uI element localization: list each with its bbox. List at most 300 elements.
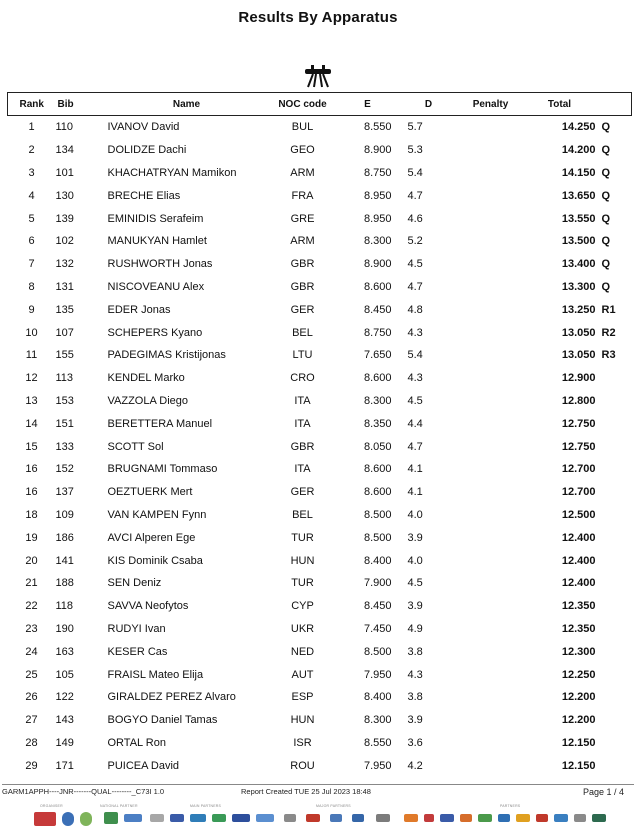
table-row <box>8 344 632 367</box>
penalty-cell <box>460 253 522 276</box>
total-score: 12.800 <box>561 394 596 407</box>
total-score: 12.500 <box>561 508 596 521</box>
d-score: 3.9 <box>407 600 423 613</box>
bib-cell: 152 <box>55 463 74 476</box>
bib-cell: 131 <box>55 280 74 293</box>
sponsor-logo <box>80 812 92 826</box>
e-score: 8.450 <box>363 600 392 613</box>
table-row <box>8 412 632 435</box>
d-score: 4.3 <box>407 668 423 681</box>
e-score: 7.950 <box>363 759 392 772</box>
qualification-mark <box>598 549 632 572</box>
e-score: 8.950 <box>363 212 392 225</box>
noc-code: TUR <box>291 577 314 590</box>
d-score: 4.4 <box>407 417 423 430</box>
e-score: 8.900 <box>363 258 392 271</box>
qualification-mark: Q <box>601 121 611 134</box>
header-total: Total <box>522 93 598 116</box>
rank-cell: 14 <box>25 417 38 430</box>
bib-cell: 113 <box>55 372 74 385</box>
bib-cell: 107 <box>55 326 74 339</box>
penalty-cell <box>460 207 522 230</box>
athlete-name: KENDEL Marko <box>107 372 185 385</box>
rank-cell: 4 <box>28 189 35 202</box>
sponsor-logo <box>284 814 296 822</box>
table-row <box>8 298 632 321</box>
rank-cell: 16 <box>25 463 38 476</box>
e-score: 7.650 <box>363 349 392 362</box>
table-row <box>8 526 632 549</box>
sponsor-logo <box>536 814 548 822</box>
total-score: 13.650 <box>561 189 596 202</box>
report-created: Report Created TUE 25 Jul 2023 18:48 <box>241 787 371 796</box>
qualification-mark: Q <box>601 280 611 293</box>
total-score: 13.050 <box>561 326 596 339</box>
table-row <box>8 481 632 504</box>
rank-cell: 21 <box>25 577 38 590</box>
rank-cell: 12 <box>25 372 38 385</box>
header-noc: NOC code <box>268 93 338 116</box>
rank-cell: 27 <box>25 714 38 727</box>
sponsor-logo <box>352 814 364 822</box>
athlete-name: KIS Dominik Csaba <box>107 554 203 567</box>
noc-code: GRE <box>290 212 315 225</box>
noc-code: ISR <box>293 736 312 749</box>
qualification-mark: R1 <box>601 303 616 316</box>
noc-code: UKR <box>290 622 315 635</box>
rank-cell: 6 <box>28 235 35 248</box>
header-qualification <box>598 93 632 116</box>
sponsor-logo <box>150 814 164 822</box>
table-row <box>8 321 632 344</box>
table-row <box>8 732 632 755</box>
noc-code: GBR <box>290 440 315 453</box>
qualification-mark <box>598 481 632 504</box>
athlete-name: SCHEPERS Kyano <box>107 326 203 339</box>
header-bib: Bib <box>56 93 106 116</box>
qualification-mark <box>598 640 632 663</box>
d-score: 3.6 <box>407 736 423 749</box>
table-row <box>8 367 632 390</box>
bib-cell: 118 <box>55 600 74 613</box>
noc-code: FRA <box>291 189 314 202</box>
sponsor-logo <box>574 814 586 822</box>
header-penalty: Penalty <box>460 93 522 116</box>
e-score: 8.600 <box>363 463 392 476</box>
qualification-mark <box>598 435 632 458</box>
sponsor-logo <box>404 814 418 822</box>
bib-cell: 137 <box>55 486 74 499</box>
penalty-cell <box>460 162 522 185</box>
e-score: 8.400 <box>363 554 392 567</box>
total-score: 13.250 <box>561 303 596 316</box>
sponsor-group-label: NATIONAL PARTNER <box>100 804 138 808</box>
qualification-mark: Q <box>601 189 611 202</box>
table-header-row <box>8 93 632 116</box>
qualification-mark <box>598 709 632 732</box>
table-row <box>8 184 632 207</box>
penalty-cell <box>460 321 522 344</box>
e-score: 7.950 <box>363 668 392 681</box>
qualification-mark: R3 <box>601 349 616 362</box>
penalty-cell <box>460 390 522 413</box>
bib-cell: 133 <box>55 440 74 453</box>
table-row <box>8 162 632 185</box>
total-score: 12.700 <box>561 486 596 499</box>
table-row <box>8 253 632 276</box>
qualification-mark <box>598 618 632 641</box>
penalty-cell <box>460 732 522 755</box>
d-score: 4.0 <box>407 554 423 567</box>
table-row <box>8 572 632 595</box>
rank-cell: 26 <box>25 691 38 704</box>
qualification-mark <box>598 390 632 413</box>
qualification-mark <box>598 367 632 390</box>
rank-cell: 7 <box>28 258 35 271</box>
d-score: 4.3 <box>407 326 423 339</box>
sponsor-logo <box>232 814 250 822</box>
rank-cell: 16 <box>25 486 38 499</box>
athlete-name: KESER Cas <box>107 645 168 658</box>
noc-code: BUL <box>291 121 314 134</box>
sponsor-logo <box>424 814 434 822</box>
rank-cell: 22 <box>25 600 38 613</box>
total-score: 12.400 <box>561 531 596 544</box>
total-score: 12.750 <box>561 440 596 453</box>
penalty-cell <box>460 709 522 732</box>
e-score: 8.500 <box>363 531 392 544</box>
table-row <box>8 139 632 162</box>
rank-cell: 20 <box>25 554 38 567</box>
rank-cell: 28 <box>25 736 38 749</box>
bib-cell: 122 <box>55 691 74 704</box>
noc-code: GEO <box>290 144 315 157</box>
d-score: 4.8 <box>407 303 423 316</box>
noc-code: HUN <box>290 554 315 567</box>
bib-cell: 135 <box>55 303 74 316</box>
total-score: 13.500 <box>561 235 596 248</box>
d-score: 5.7 <box>407 121 423 134</box>
penalty-cell <box>460 298 522 321</box>
qualification-mark <box>598 572 632 595</box>
athlete-name: MANUKYAN Hamlet <box>107 235 207 248</box>
athlete-name: OEZTUERK Mert <box>107 486 193 499</box>
footer-divider <box>2 784 634 785</box>
sponsor-logo <box>498 814 510 822</box>
total-score: 12.200 <box>561 691 596 704</box>
d-score: 4.7 <box>407 280 423 293</box>
table-row <box>8 435 632 458</box>
penalty-cell <box>460 686 522 709</box>
noc-code: GER <box>290 303 315 316</box>
athlete-name: FRAISL Mateo Elija <box>107 668 204 681</box>
qualification-mark <box>598 754 632 777</box>
qualification-mark: Q <box>601 144 611 157</box>
penalty-cell <box>460 344 522 367</box>
noc-code: GBR <box>290 258 315 271</box>
noc-code: AUT <box>291 668 314 681</box>
bib-cell: 188 <box>55 577 74 590</box>
rank-cell: 2 <box>28 144 35 157</box>
table-row <box>8 709 632 732</box>
d-score: 4.7 <box>407 189 423 202</box>
athlete-name: ORTAL Ron <box>107 736 166 749</box>
penalty-cell <box>460 640 522 663</box>
noc-code: BEL <box>292 326 313 339</box>
rank-cell: 19 <box>25 531 38 544</box>
rank-cell: 13 <box>25 394 38 407</box>
bib-cell: 101 <box>55 166 74 179</box>
athlete-name: BERETTERA Manuel <box>107 417 213 430</box>
table-row <box>8 504 632 527</box>
total-score: 12.250 <box>561 668 596 681</box>
d-score: 4.5 <box>407 258 423 271</box>
header-e: E <box>338 93 398 116</box>
table-row <box>8 640 632 663</box>
e-score: 8.450 <box>363 303 392 316</box>
bib-cell: 163 <box>55 645 74 658</box>
qualification-mark <box>598 504 632 527</box>
sponsor-group-label: ORGANISER <box>40 804 63 808</box>
athlete-name: EDER Jonas <box>107 303 171 316</box>
rank-cell: 24 <box>25 645 38 658</box>
noc-code: GBR <box>290 280 315 293</box>
e-score: 8.550 <box>363 736 392 749</box>
noc-code: LTU <box>292 349 313 362</box>
rank-cell: 8 <box>28 280 35 293</box>
bib-cell: 153 <box>55 394 74 407</box>
e-score: 8.500 <box>363 508 392 521</box>
sponsor-logo <box>440 814 454 822</box>
bib-cell: 109 <box>55 508 74 521</box>
bib-cell: 102 <box>55 235 74 248</box>
athlete-name: PADEGIMAS Kristijonas <box>107 349 226 362</box>
total-score: 12.300 <box>561 645 596 658</box>
penalty-cell <box>460 754 522 777</box>
penalty-cell <box>460 572 522 595</box>
sponsor-logos <box>0 802 636 832</box>
d-score: 4.6 <box>407 212 423 225</box>
e-score: 8.600 <box>363 372 392 385</box>
rank-cell: 3 <box>28 166 35 179</box>
footer <box>0 786 636 800</box>
sponsor-logo <box>256 814 274 822</box>
total-score: 12.900 <box>561 372 596 385</box>
athlete-name: SAVVA Neofytos <box>107 600 189 613</box>
table-row <box>8 390 632 413</box>
d-score: 4.1 <box>407 486 423 499</box>
penalty-cell <box>460 412 522 435</box>
penalty-cell <box>460 139 522 162</box>
e-score: 7.450 <box>363 622 392 635</box>
athlete-name: SCOTT Sol <box>107 440 164 453</box>
sponsor-logo <box>516 814 530 822</box>
penalty-cell <box>460 184 522 207</box>
table-row <box>8 116 632 139</box>
d-score: 3.9 <box>407 531 423 544</box>
bib-cell: 110 <box>55 121 74 134</box>
bib-cell: 132 <box>55 258 74 271</box>
athlete-name: VAZZOLA Diego <box>107 394 188 407</box>
bib-cell: 149 <box>55 736 74 749</box>
noc-code: CYP <box>291 600 314 613</box>
e-score: 8.750 <box>363 166 392 179</box>
sponsor-group-label: MAIN PARTNERS <box>190 804 222 808</box>
total-score: 12.350 <box>561 600 596 613</box>
total-score: 13.050 <box>561 349 596 362</box>
qualification-mark <box>598 732 632 755</box>
sponsor-logo <box>592 814 606 822</box>
penalty-cell <box>460 663 522 686</box>
d-score: 5.3 <box>407 144 423 157</box>
d-score: 3.8 <box>407 645 423 658</box>
e-score: 8.750 <box>363 326 392 339</box>
noc-code: ROU <box>290 759 315 772</box>
sponsor-group-label: MAJOR PARTNERS <box>316 804 351 808</box>
bib-cell: 143 <box>55 714 74 727</box>
noc-code: TUR <box>291 531 314 544</box>
rank-cell: 11 <box>25 349 38 362</box>
bib-cell: 155 <box>55 349 74 362</box>
bib-cell: 171 <box>55 759 74 772</box>
bib-cell: 151 <box>55 417 74 430</box>
qualification-mark: Q <box>601 235 611 248</box>
header-name: Name <box>106 93 268 116</box>
header-rank: Rank <box>8 93 56 116</box>
results-table <box>7 92 631 777</box>
qualification-mark <box>598 595 632 618</box>
e-score: 8.350 <box>363 417 392 430</box>
e-score: 8.400 <box>363 691 392 704</box>
total-score: 13.400 <box>561 258 596 271</box>
noc-code: BEL <box>292 508 313 521</box>
table-row <box>8 207 632 230</box>
penalty-cell <box>460 458 522 481</box>
bib-cell: 130 <box>55 189 74 202</box>
sponsor-logo <box>554 814 568 822</box>
total-score: 12.700 <box>561 463 596 476</box>
sponsor-logo <box>330 814 342 822</box>
d-score: 5.2 <box>407 235 423 248</box>
rank-cell: 9 <box>28 303 35 316</box>
qualification-mark <box>598 412 632 435</box>
rank-cell: 5 <box>28 212 35 225</box>
noc-code: ARM <box>290 166 315 179</box>
sponsor-logo <box>104 812 118 824</box>
sponsor-logo <box>306 814 320 822</box>
table-row <box>8 754 632 777</box>
penalty-cell <box>460 504 522 527</box>
e-score: 8.300 <box>363 714 392 727</box>
athlete-name: NISCOVEANU Alex <box>107 280 205 293</box>
d-score: 4.1 <box>407 463 423 476</box>
total-score: 14.250 <box>561 121 596 134</box>
qualification-mark: R2 <box>601 326 616 339</box>
bib-cell: 141 <box>55 554 74 567</box>
total-score: 12.350 <box>561 622 596 635</box>
athlete-name: BOGYO Daniel Tamas <box>107 714 218 727</box>
penalty-cell <box>460 618 522 641</box>
table-row <box>8 458 632 481</box>
noc-code: ITA <box>294 463 311 476</box>
bib-cell: 139 <box>55 212 74 225</box>
rank-cell: 29 <box>25 759 38 772</box>
table-row <box>8 686 632 709</box>
table-row <box>8 618 632 641</box>
e-score: 8.600 <box>363 280 392 293</box>
total-score: 12.400 <box>561 577 596 590</box>
total-score: 14.150 <box>561 166 596 179</box>
penalty-cell <box>460 481 522 504</box>
athlete-name: RUDYI Ivan <box>107 622 166 635</box>
e-score: 8.050 <box>363 440 392 453</box>
penalty-cell <box>460 526 522 549</box>
total-score: 13.300 <box>561 280 596 293</box>
rank-cell: 15 <box>25 440 38 453</box>
table-row <box>8 595 632 618</box>
sponsor-logo <box>124 814 142 822</box>
noc-code: ARM <box>290 235 315 248</box>
qualification-mark: Q <box>601 166 611 179</box>
document-code: GARM1APPH----JNR-------QUAL--------_C73I 1.0 <box>2 787 165 796</box>
table-row <box>8 663 632 686</box>
e-score: 8.300 <box>363 235 392 248</box>
d-score: 4.2 <box>407 759 423 772</box>
e-score: 8.550 <box>363 121 392 134</box>
sponsor-logo <box>212 814 226 822</box>
qualification-mark: Q <box>601 212 611 225</box>
d-score: 4.0 <box>407 508 423 521</box>
athlete-name: IVANOV David <box>107 121 180 134</box>
e-score: 8.900 <box>363 144 392 157</box>
total-score: 12.150 <box>561 759 596 772</box>
table-row <box>8 549 632 572</box>
sponsor-logo <box>170 814 184 822</box>
penalty-cell <box>460 367 522 390</box>
d-score: 5.4 <box>407 349 423 362</box>
noc-code: GER <box>290 486 315 499</box>
sponsor-logo <box>190 814 206 822</box>
qualification-mark <box>598 458 632 481</box>
athlete-name: VAN KAMPEN Fynn <box>107 508 207 521</box>
bib-cell: 190 <box>55 622 74 635</box>
athlete-name: AVCI Alperen Ege <box>107 531 196 544</box>
e-score: 8.500 <box>363 645 392 658</box>
e-score: 8.300 <box>363 394 392 407</box>
sponsor-logo <box>34 812 56 826</box>
total-score: 12.200 <box>561 714 596 727</box>
athlete-name: BRECHE Elias <box>107 189 181 202</box>
sponsor-logo <box>376 814 390 822</box>
page-title: Results By Apparatus <box>238 9 398 26</box>
bib-cell: 105 <box>55 668 74 681</box>
d-score: 4.7 <box>407 440 423 453</box>
d-score: 3.9 <box>407 714 423 727</box>
bib-cell: 134 <box>55 144 74 157</box>
penalty-cell <box>460 116 522 139</box>
rank-cell: 23 <box>25 622 38 635</box>
d-score: 4.3 <box>407 372 423 385</box>
e-score: 8.950 <box>363 189 392 202</box>
athlete-name: EMINIDIS Serafeim <box>107 212 204 225</box>
sponsor-logo <box>62 812 74 826</box>
penalty-cell <box>460 276 522 299</box>
rank-cell: 1 <box>28 121 35 134</box>
rank-cell: 25 <box>25 668 38 681</box>
d-score: 5.4 <box>407 166 423 179</box>
d-score: 4.5 <box>407 577 423 590</box>
noc-code: CRO <box>290 372 315 385</box>
